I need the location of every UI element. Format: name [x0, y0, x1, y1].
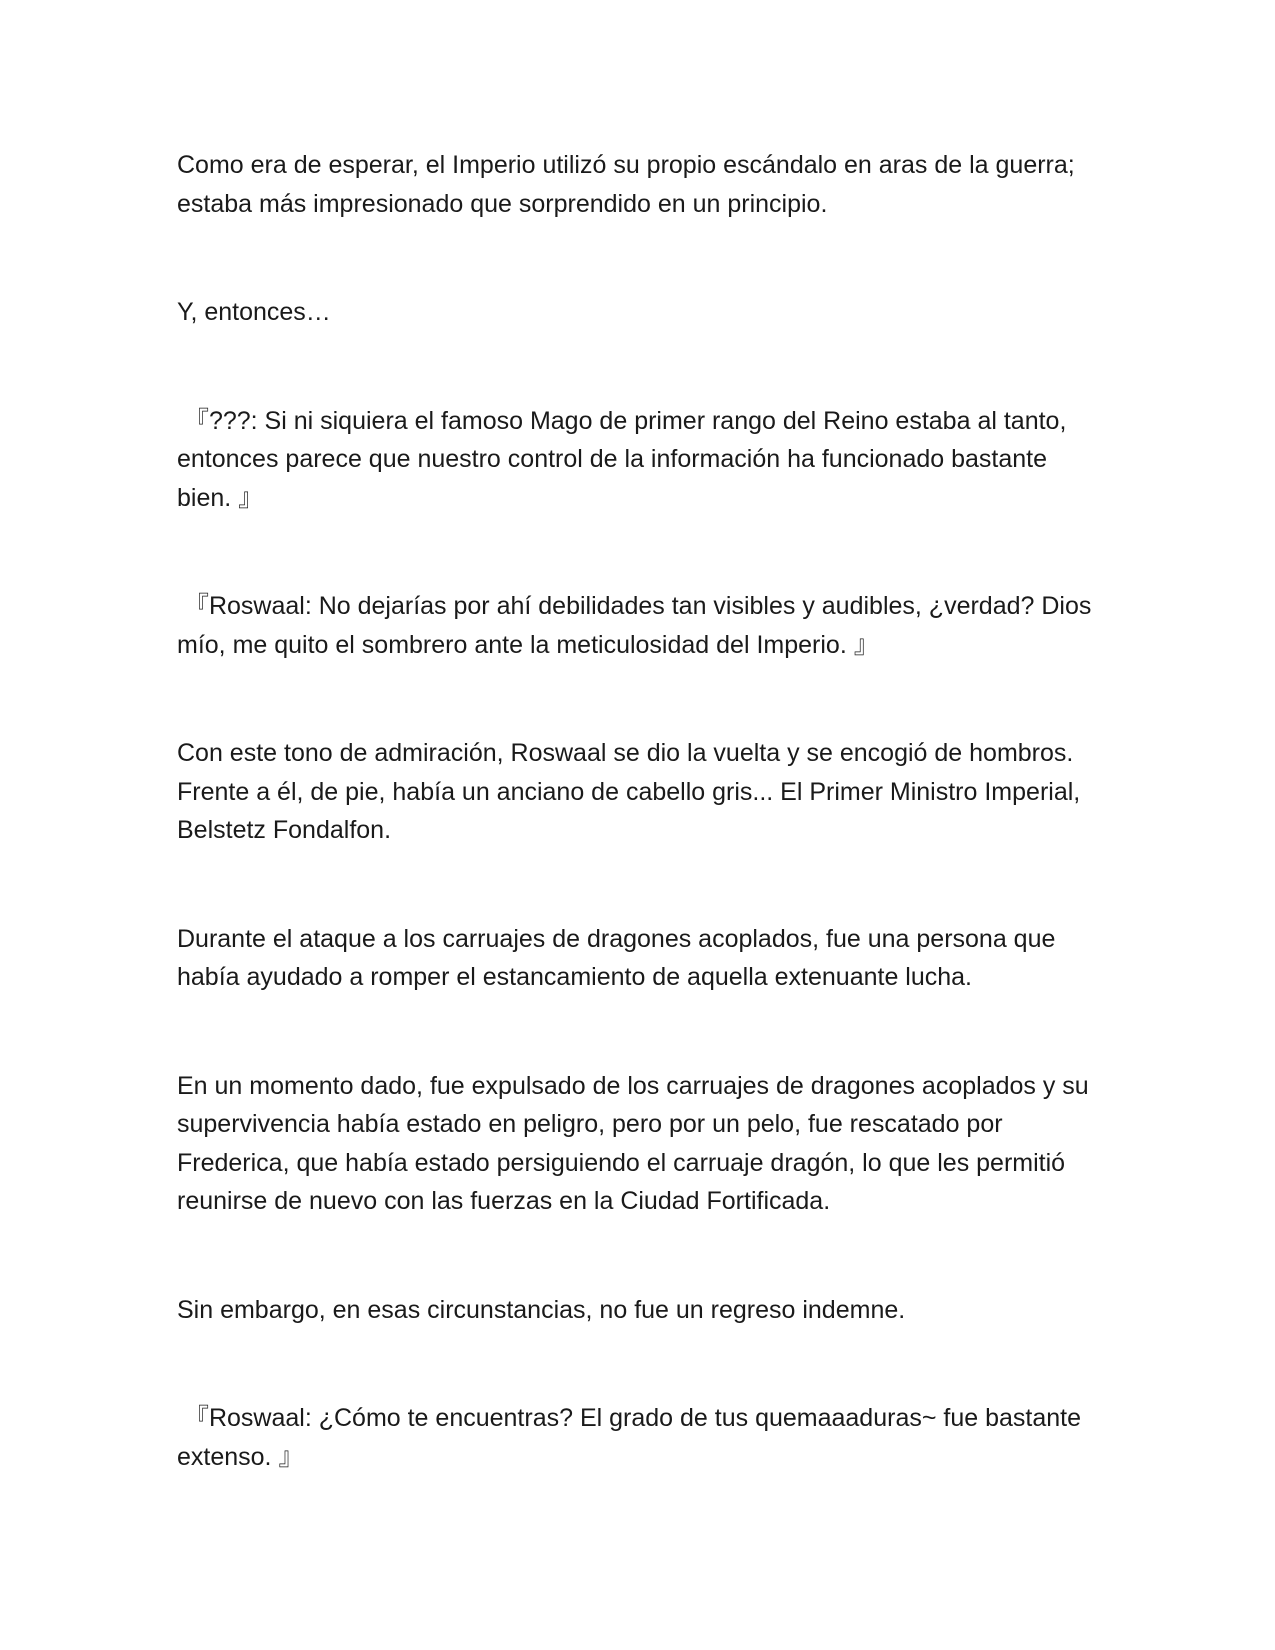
paragraph-gap: [177, 332, 1097, 402]
paragraph-7: En un momento dado, fue expulsado de los carruajes de dragones acoplados y su supervivencia había estado en peligro, pero por un pelo, fue rescatado por Frederica, que había estado persiguiendo el carruaje dragón, lo que les permitió reunirse de nuevo con las fuerzas en la Ciudad Fortificada.: [177, 1071, 1089, 1215]
paragraph-2: Y, entonces…: [177, 298, 331, 326]
paragraph-6: Durante el ataque a los carruajes de dragones acoplados, fue una persona que había ayudado a romper el estancamiento de aquella extenuante lucha.: [177, 924, 1056, 991]
paragraph-gap: [177, 1221, 1097, 1291]
paragraph-gap: [177, 1329, 1097, 1399]
paragraph-gap: [177, 517, 1097, 587]
paragraph-gap: [177, 223, 1097, 293]
paragraph-gap: [177, 664, 1097, 734]
paragraph-8: Sin embargo, en esas circunstancias, no fue un regreso indemne.: [177, 1295, 906, 1324]
paragraph-5: Con este tono de admiración, Roswaal se dio la vuelta y se encogió de hombros. Frente a él, de pie, había un anciano de cabello gris... El Primer Ministro Imperial, Belstetz Fondalfon.: [177, 739, 1081, 844]
dialogue-unknown-speaker: 『???: Si ni siquiera el famoso Mago de primer rango del Reino estaba al tanto, entonces parece que nuestro control de la información ha funcionado bastante bien. 』: [177, 406, 1067, 512]
dialogue-roswaal-2: 『Roswaal: ¿Cómo te encuentras? El grado de tus quemaaaduras~ fue bastante extenso. 』: [177, 1404, 1082, 1471]
dialogue-roswaal-1: 『Roswaal: No dejarías por ahí debilidades tan visibles y audibles, ¿verdad? Dios mío, me quito el sombrero ante la meticulosidad del Imperio. 』: [177, 592, 1092, 659]
document-body: [177, 146, 1097, 1476]
paragraph-1: Como era de esperar, el Imperio utilizó su propio escándalo en aras de la guerra; estaba más impresionado que sorprendido en un principio.: [177, 151, 1075, 218]
paragraph-gap: [177, 850, 1097, 920]
paragraph-gap: [177, 997, 1097, 1067]
